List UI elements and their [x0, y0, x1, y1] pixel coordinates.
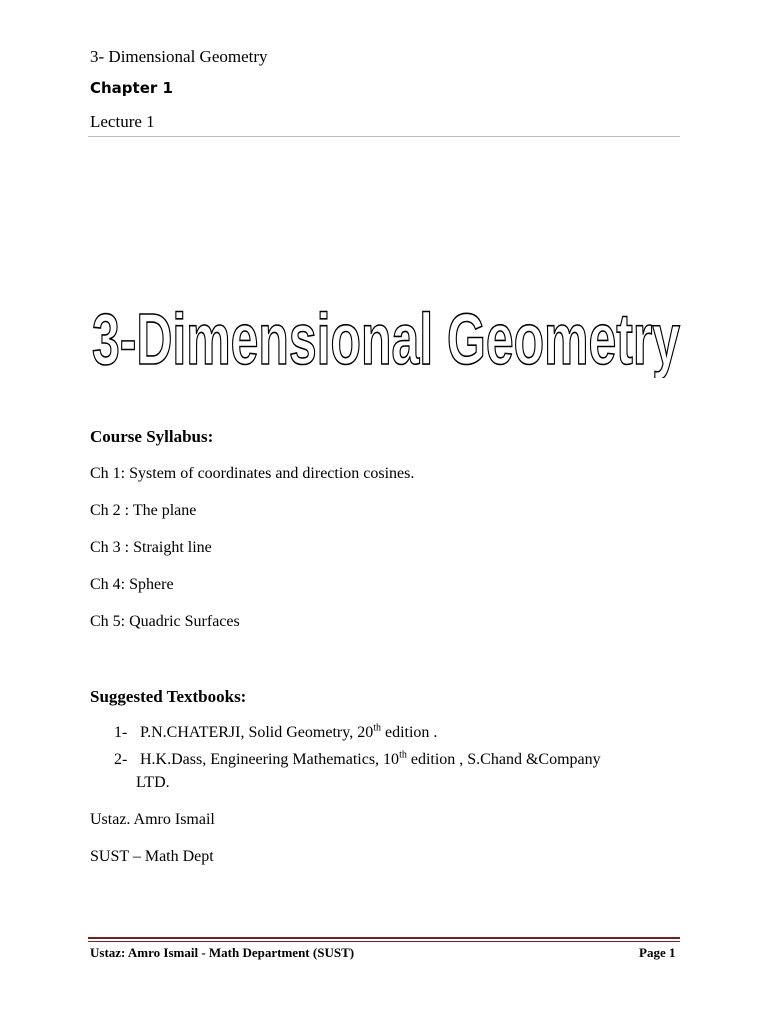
header-divider [88, 136, 680, 137]
textbooks-heading: Suggested Textbooks: [90, 687, 247, 706]
syllabus-item: Ch 4: Sphere [90, 576, 174, 593]
textbook-number: 2- [114, 751, 128, 768]
chapter-label: Chapter 1 [90, 79, 173, 97]
author-name: Ustaz. Amro Ismail [90, 811, 215, 828]
textbook-text: H.K.Dass, Engineering Mathematics, 10th edition , S.Chand &Company [140, 749, 601, 768]
textbook-item [114, 748, 674, 772]
syllabus-item: Ch 2 : The plane [90, 502, 197, 519]
syllabus-heading: Course Syllabus: [90, 427, 214, 446]
department: SUST – Math Dept [90, 848, 214, 865]
footer-author: Ustaz: Amro Ismail - Math Department (SUST) [90, 945, 355, 960]
textbook-number: 1- [114, 724, 128, 741]
textbook-text: P.N.CHATERJI, Solid Geometry, 20th edition . [140, 722, 438, 741]
wordart-title [88, 298, 684, 378]
syllabus-item: Ch 5: Quadric Surfaces [90, 613, 240, 630]
syllabus-item: Ch 3 : Straight line [90, 539, 212, 556]
textbook-item [114, 721, 674, 745]
document-title: 3- Dimensional Geometry [90, 47, 268, 66]
textbook-continuation: LTD. [136, 774, 170, 791]
wordart-title-text: 3-Dimensional Geometry [92, 300, 680, 378]
footer-divider [88, 937, 680, 939]
footer-divider [88, 941, 680, 942]
page-number: Page 1 [639, 945, 676, 960]
lecture-label: Lecture 1 [90, 112, 155, 131]
syllabus-item: Ch 1: System of coordinates and direction cosines. [90, 465, 415, 482]
